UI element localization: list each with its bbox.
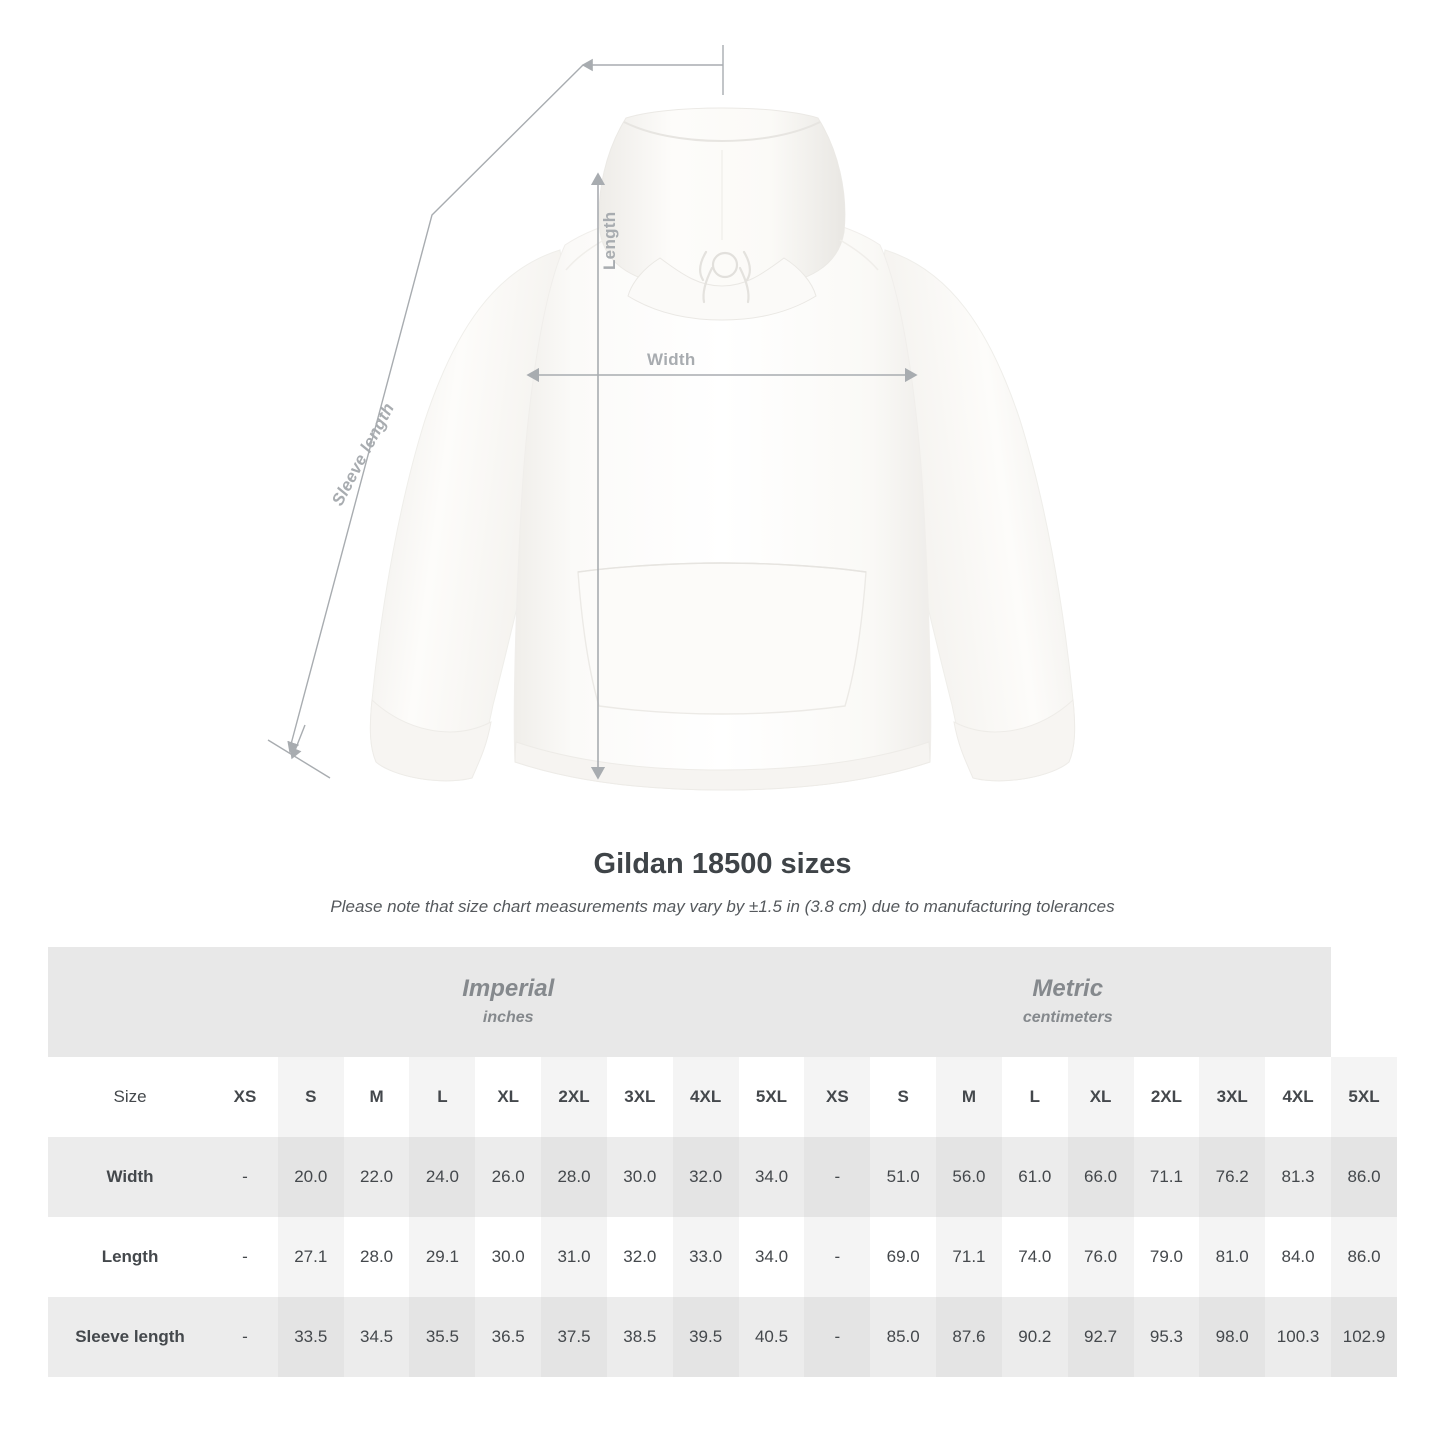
cell-width-imperial-8: 34.0 [739, 1137, 805, 1217]
header-size-metric-3: L [1002, 1057, 1068, 1137]
cell-length-metric-7: 84.0 [1265, 1217, 1331, 1297]
tolerance-note: Please note that size chart measurements may vary by ±1.5 in (3.8 cm) due to manufacturing tolerances [330, 897, 1115, 916]
sleeve-end-arrow [290, 690, 312, 752]
header-size-metric-0: XS [804, 1057, 870, 1137]
cell-width-imperial-5: 28.0 [541, 1137, 607, 1217]
header-size-label: Size [48, 1057, 212, 1137]
header-size-imperial-6: 3XL [607, 1057, 673, 1137]
row-label-length: Length [48, 1217, 212, 1297]
cell-length-imperial-8: 34.0 [739, 1217, 805, 1297]
cell-width-metric-5: 71.1 [1134, 1137, 1200, 1217]
page-title: Gildan 18500 sizes [593, 848, 852, 880]
cell-sleeve-imperial-1: 33.5 [278, 1297, 344, 1377]
cell-length-imperial-5: 31.0 [541, 1217, 607, 1297]
cell-length-metric-8: 86.0 [1331, 1217, 1397, 1297]
cell-sleeve-metric-8: 102.9 [1331, 1297, 1397, 1377]
sleeve-cuff-tick [268, 740, 330, 778]
cell-width-metric-0: - [804, 1137, 870, 1217]
header-size-imperial-0: XS [212, 1057, 278, 1137]
cell-length-metric-4: 76.0 [1068, 1217, 1134, 1297]
cell-length-imperial-7: 33.0 [673, 1217, 739, 1297]
unit-spacer [48, 947, 212, 1057]
header-size-metric-6: 3XL [1199, 1057, 1265, 1137]
header-size-metric-1: S [870, 1057, 936, 1137]
row-label-width: Width [48, 1137, 212, 1217]
cell-sleeve-metric-4: 92.7 [1068, 1297, 1134, 1377]
cell-sleeve-imperial-6: 38.5 [607, 1297, 673, 1377]
cell-sleeve-imperial-4: 36.5 [475, 1297, 541, 1377]
cell-width-metric-1: 51.0 [870, 1137, 936, 1217]
unit-header-row [48, 947, 1397, 1057]
cell-width-imperial-3: 24.0 [409, 1137, 475, 1217]
header-size-metric-7: 4XL [1265, 1057, 1331, 1137]
size-table-wrap [48, 947, 1397, 1377]
cell-sleeve-imperial-5: 37.5 [541, 1297, 607, 1377]
header-size-imperial-3: L [409, 1057, 475, 1137]
cell-width-imperial-2: 22.0 [344, 1137, 410, 1217]
cell-length-imperial-4: 30.0 [475, 1217, 541, 1297]
cell-length-metric-1: 69.0 [870, 1217, 936, 1297]
cell-length-imperial-3: 29.1 [409, 1217, 475, 1297]
cell-length-imperial-0: - [212, 1217, 278, 1297]
cell-width-imperial-6: 30.0 [607, 1137, 673, 1217]
cell-sleeve-metric-1: 85.0 [870, 1297, 936, 1377]
cell-width-imperial-0: - [212, 1137, 278, 1217]
header-size-metric-8: 5XL [1331, 1057, 1397, 1137]
sleeve-length-label: Sleeve length [328, 399, 399, 509]
header-size-imperial-5: 2XL [541, 1057, 607, 1137]
cell-width-metric-2: 56.0 [936, 1137, 1002, 1217]
table-row [48, 1137, 1397, 1217]
header-size-imperial-2: M [344, 1057, 410, 1137]
width-label: Width [647, 350, 696, 369]
cell-width-imperial-7: 32.0 [673, 1137, 739, 1217]
unit-header-imperial [212, 947, 804, 1057]
header-size-metric-5: 2XL [1134, 1057, 1200, 1137]
unit-name-metric: Metric [1032, 975, 1104, 1002]
header-size-imperial-7: 4XL [673, 1057, 739, 1137]
table-row [48, 1297, 1397, 1377]
cell-length-imperial-1: 27.1 [278, 1217, 344, 1297]
row-label-sleeve-length: Sleeve length [48, 1297, 212, 1377]
cell-width-imperial-4: 26.0 [475, 1137, 541, 1217]
header-size-metric-4: XL [1068, 1057, 1134, 1137]
length-label: Length [600, 211, 619, 270]
unit-header-metric [804, 947, 1331, 1057]
size-table [48, 947, 1397, 1377]
cell-length-imperial-2: 28.0 [344, 1217, 410, 1297]
cell-sleeve-imperial-3: 35.5 [409, 1297, 475, 1377]
cell-sleeve-imperial-8: 40.5 [739, 1297, 805, 1377]
header-size-metric-2: M [936, 1057, 1002, 1137]
cell-width-metric-3: 61.0 [1002, 1137, 1068, 1217]
cell-length-imperial-6: 32.0 [607, 1217, 673, 1297]
cell-sleeve-imperial-7: 39.5 [673, 1297, 739, 1377]
cell-length-metric-3: 74.0 [1002, 1217, 1068, 1297]
cell-width-metric-8: 86.0 [1331, 1137, 1397, 1217]
cell-sleeve-metric-7: 100.3 [1265, 1297, 1331, 1377]
cell-length-metric-6: 81.0 [1199, 1217, 1265, 1297]
hoodie-artwork [370, 108, 1074, 790]
cell-sleeve-metric-5: 95.3 [1134, 1297, 1200, 1377]
cell-width-metric-6: 76.2 [1199, 1137, 1265, 1217]
unit-name-imperial: Imperial [462, 975, 555, 1002]
header-size-imperial-1: S [278, 1057, 344, 1137]
title-block [0, 848, 1445, 917]
cell-sleeve-metric-6: 98.0 [1199, 1297, 1265, 1377]
cell-width-imperial-1: 20.0 [278, 1137, 344, 1217]
unit-sub-metric: centimeters [1022, 1009, 1113, 1027]
cell-width-metric-4: 66.0 [1068, 1137, 1134, 1217]
cell-length-metric-2: 71.1 [936, 1217, 1002, 1297]
cell-width-metric-7: 81.3 [1265, 1137, 1331, 1217]
cell-length-metric-5: 79.0 [1134, 1217, 1200, 1297]
table-row [48, 1217, 1397, 1297]
cell-sleeve-imperial-0: - [212, 1297, 278, 1377]
cell-sleeve-metric-2: 87.6 [936, 1297, 1002, 1377]
cell-sleeve-imperial-2: 34.5 [344, 1297, 410, 1377]
header-size-imperial-4: XL [475, 1057, 541, 1137]
header-size-imperial-8: 5XL [739, 1057, 805, 1137]
cell-length-metric-0: - [804, 1217, 870, 1297]
unit-sub-imperial: inches [482, 1009, 534, 1027]
cell-sleeve-metric-0: - [804, 1297, 870, 1377]
cell-sleeve-metric-3: 90.2 [1002, 1297, 1068, 1377]
table-header-row [48, 1057, 1397, 1137]
